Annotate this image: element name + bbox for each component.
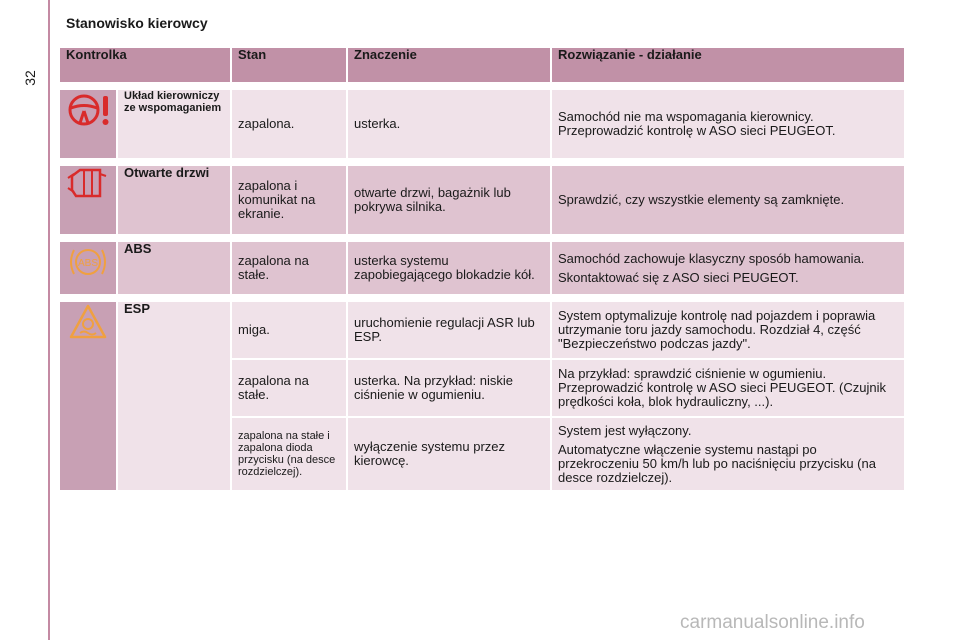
svg-text:ABS: ABS <box>77 258 99 269</box>
row-state: zapalona na stałe. <box>231 359 347 417</box>
row-action-line: System jest wyłączony. <box>558 422 692 438</box>
row-state: zapalona na stałe i zapalona dioda przycisku (na desce rozdzielczej). <box>231 417 347 491</box>
row-action: Sprawdzić, czy wszystkie elementy są zamknięte. <box>551 165 905 235</box>
header-kontrolka: Kontrolka <box>59 47 231 83</box>
table-row <box>59 301 905 359</box>
row-action-line: Samochód zachowuje klasyczny sposób hamowania. <box>558 250 865 266</box>
row-action-line: Skontaktować się z ASO sieci PEUGEOT. <box>558 269 799 285</box>
row-state: zapalona i komunikat na ekranie. <box>231 165 347 235</box>
page-edge-line <box>48 0 50 640</box>
power-steering-warning-icon <box>59 89 117 159</box>
row-name: Otwarte drzwi <box>117 165 231 235</box>
row-action: Na przykład: sprawdzić ciśnienie w ogumieniu. Przeprowadzić kontrolę w ASO sieci PEUGEOT. (Czujnik prędkości koła, blok hydrauliczny, ...). <box>551 359 905 417</box>
row-state: zapalona. <box>231 89 347 159</box>
watermark: carmanualsonline.info <box>680 612 865 633</box>
row-name: Układ kierowniczy ze wspomaganiem <box>117 89 231 159</box>
row-name: ESP <box>117 301 231 491</box>
abs-icon <box>59 241 117 295</box>
row-state: zapalona na stałe. <box>231 241 347 295</box>
header-rozwiazanie: Rozwiązanie - działanie <box>551 47 905 83</box>
table-row <box>59 165 905 235</box>
row-meaning: usterka systemu zapobiegającego blokadzie kół. <box>347 241 551 295</box>
table-row <box>59 89 905 159</box>
open-doors-icon <box>59 165 117 235</box>
header-stan: Stan <box>231 47 347 83</box>
row-action: Samochód nie ma wspomagania kierownicy. Przeprowadzić kontrolę w ASO sieci PEUGEOT. <box>551 89 905 159</box>
row-meaning: uruchomienie regulacji ASR lub ESP. <box>347 301 551 359</box>
row-action <box>551 417 905 491</box>
table-header-row <box>59 47 905 83</box>
row-action <box>551 241 905 295</box>
warning-lights-table <box>58 46 906 492</box>
row-action: System optymalizuje kontrolę nad pojazdem i poprawia utrzymanie toru jazdy samochodu. Rozdział 4, część "Bezpieczeństwo podczas jazdy". <box>551 301 905 359</box>
table-row <box>59 241 905 295</box>
row-name: ABS <box>117 241 231 295</box>
row-state: miga. <box>231 301 347 359</box>
page-number: 32 <box>21 70 38 86</box>
section-title: Stanowisko kierowcy <box>66 15 208 31</box>
row-meaning: usterka. <box>347 89 551 159</box>
row-meaning: usterka. Na przykład: niskie ciśnienie w ogumieniu. <box>347 359 551 417</box>
row-action-line: Automatyczne włączenie systemu nastąpi po przekroczeniu 50 km/h lub po naciśnięciu przycisku (na desce rozdzielczej). <box>558 441 876 485</box>
row-meaning: otwarte drzwi, bagażnik lub pokrywa silnika. <box>347 165 551 235</box>
row-meaning: wyłączenie systemu przez kierowcę. <box>347 417 551 491</box>
header-znaczenie: Znaczenie <box>347 47 551 83</box>
esp-icon <box>59 301 117 491</box>
